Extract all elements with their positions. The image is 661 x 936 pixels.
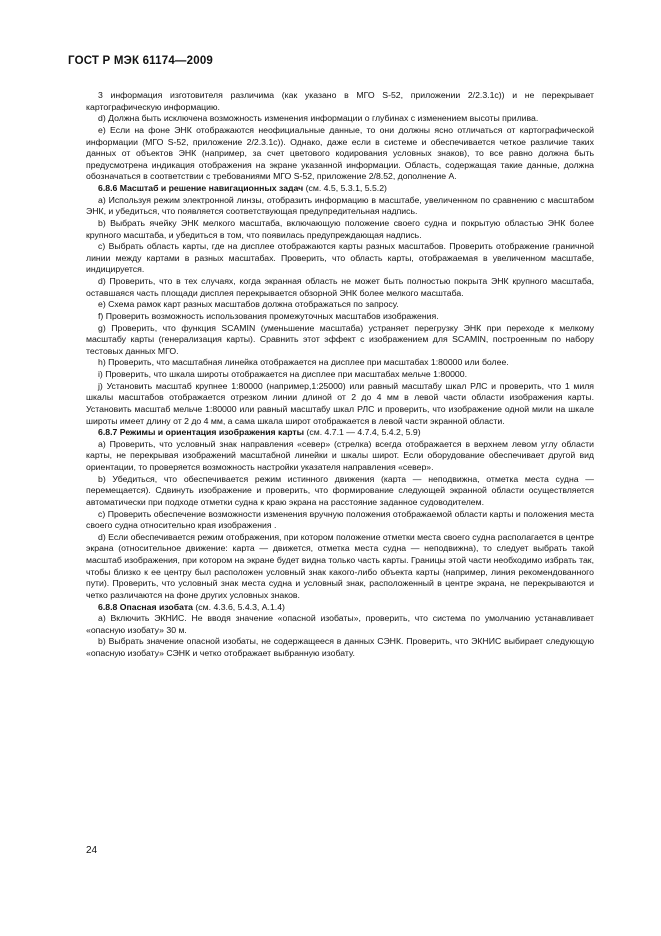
paragraph: с) Проверить обеспечение возможности изменения вручную положения отображаемой области карты и положения места своего судна относительно края изображения . [86, 508, 594, 531]
paragraph: d) Если обеспечивается режим отображения, при котором положение отметки места своего судна располагается в центре экрана (относительное движение: карта — движется, отметка места судна — неподвижна), то следует выбрать такой масштаб изображения, при котором на экране будет видна только часть карты. Границы этой части необходимо избрать так, чтобы близко к ее центру был расположен условный знак какого-либо объекта карты (например, линия рекомендованного пути). Проверить, что условный знак места судна и условный знак, расположенный в центре экрана, не перекрываются и четко различаются на фоне других условных знаков. [86, 531, 594, 600]
paragraph: b) Выбрать значение опасной изобаты, не содержащееся в данных СЭНК. Проверить, что ЭКНИС выбирает следующую «опасную изобату» СЭНК и четко отображает выбранную изобату. [86, 636, 594, 658]
paragraph: h) Проверить, что масштабная линейка отображается на дисплее при масштабах 1:80000 или более. [98, 357, 509, 368]
paragraph: b) Убедиться, что обеспечивается режим истинного движения (карта — неподвижна, отметка места судна — перемещается). Сдвинуть изображение и проверить, что формирование следующей экранной области осуществляется автоматически при подходе отметки судна к краю экрана на расстояние заданное судоводителем. [86, 473, 594, 507]
paragraph: с) Выбрать область карты, где на дисплее отображаются карты разных масштабов. Проверить отображение граничной линии между картами в разных масштабах. Проверить, что область карты, отображаемая в увеличенном масштабе, индицируется. [86, 241, 594, 275]
paragraph: а) Включить ЭКНИС. Не вводя значение «опасной изобаты», проверить, что система по умолчанию устанавливает «опасную изобату» 30 м. [86, 613, 594, 635]
paragraph: j) Установить масштаб крупнее 1:80000 (например,1:25000) или равный масштабу шкал РЛС и проверить, что 1 миля шкалы масштабов отображается отрезком линии длиной от 2 до 4 мм в левой части области изображения карты. Установить масштаб мельче 1:80000 или равный масштабу шкал РЛС и проверить, что изображение одной мили на шкале широты имеет длину от 2 до 4 мм, а сама шкала широт отображается в левой части экранной области. [86, 380, 594, 426]
paragraph: f) Проверить возможность использования промежуточных масштабов изображения. [98, 310, 439, 321]
paragraph: 3 информация изготовителя различима (как указано в МГО S-52, приложении 2/2.3.1с)) и не перекрывает картографическую информацию. [86, 90, 594, 112]
paragraph: е) Схема рамок карт разных масштабов должна отображаться по запросу. [98, 299, 399, 310]
paragraph: а) Проверить, что условный знак направления «север» (стрелка) всегда отображается в верхнем левом углу области карты, не перекрывая изображений масштабной линейки и шкалы широт. Если оборудование обеспечивает другой вид ориентации, то проверяется возможность настройки указателя направления «север». [86, 438, 594, 472]
page-number: 24 [86, 845, 98, 856]
paragraph: а) Используя режим электронной линзы, отобразить информацию в масштабе, увеличенном по сравнению с масштабом ЭНК, и убедиться, что появляется соответствующая предупредительная надпись. [86, 194, 594, 217]
page-body [86, 90, 594, 660]
section-heading: 6.8.7 Режимы и ориентация изображения карты (см. 4.7.1 — 4.7.4, 5.4.2, 5.9) [98, 427, 421, 438]
document-header: ГОСТ Р МЭК 61174—2009 [68, 55, 214, 67]
section-heading: 6.8.8 Опасная изобата (см. 4.3.6, 5.4.3, А.1.4) [98, 601, 285, 612]
paragraph: е) Если на фоне ЭНК отображаются неофициальные данные, то они должны ясно отличаться от картографической информации (МГО S-52, приложение 2/2.3.1с)). Однако, даже если в системе и обеспечивается четкое различие таких данных от объектов ЭНК (например, за счет цветового кодирования условных знаков), то все равно должна быть предусмотрена индикация отображения на экране указанной информации. Область, содержащая такие данные, должна обозначаться в соответствии с требованиями МГО S-52, приложение 2/8.52, дополнение А. [86, 124, 594, 182]
paragraph: d) Должна быть исключена возможность изменения информации о глубинах с изменением высоты прилива. [98, 113, 539, 124]
paragraph: d) Проверить, что в тех случаях, когда экранная область не может быть полностью покрыта ЭНК крупного масштаба, оставшаяся часть площади дисплея перекрывается обзорной ЭНК более мелкого масштаба. [86, 276, 594, 298]
paragraph: b) Выбрать ячейку ЭНК мелкого масштаба, включающую положение своего судна и покрытую областью ЭНК более крупного масштаба, и убедиться в том, что появилась предупреждающая надпись. [86, 217, 594, 240]
paragraph: g) Проверить, что функция SCAMIN (уменьшение масштаба) устраняет перегрузку ЭНК при переходе к мелкому масштабу карты (генерализация карты). Сравнить этот эффект с изображением для SCAMIN, построенным по набору тестовых данных МГО. [86, 322, 594, 356]
section-heading: 6.8.6 Масштаб и решение навигационных задач (см. 4.5, 5.3.1, 5.5.2) [98, 183, 387, 193]
paragraph: i) Проверить, что шкала широты отображается на дисплее при масштабах мельче 1:80000. [98, 369, 467, 379]
